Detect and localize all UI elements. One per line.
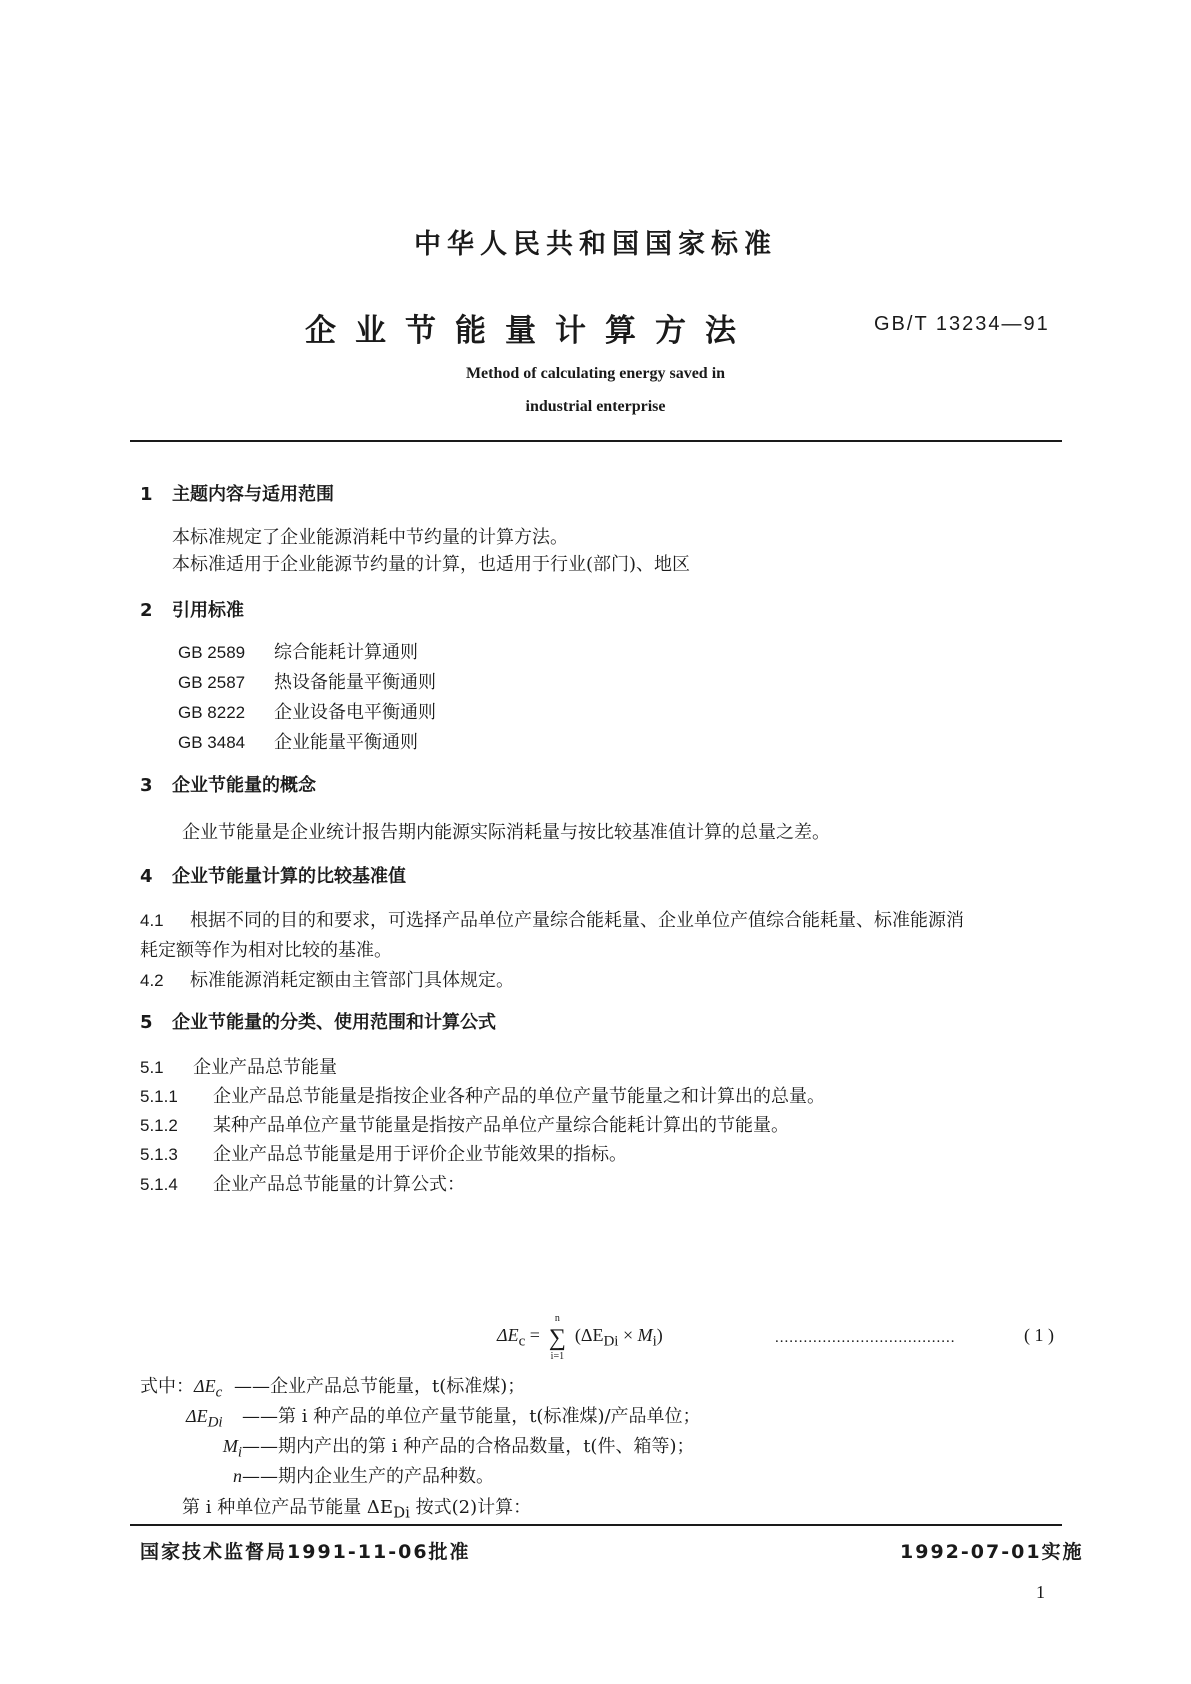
english-title-line-1: Method of calculating energy saved in xyxy=(465,365,726,382)
clause-text: 企业产品总节能量的计算公式： xyxy=(213,1174,465,1195)
section-3-heading xyxy=(140,771,316,797)
reference-title: 企业设备电平衡通则 xyxy=(274,702,436,723)
where-description: ——企业产品总节能量，t(标准煤)； xyxy=(234,1376,526,1397)
formula-leader-dots: ...................................... xyxy=(775,1330,956,1346)
reference-row xyxy=(178,698,436,724)
reference-code: GB 2589 xyxy=(178,643,246,662)
reference-title: 综合能耗计算通则 xyxy=(274,642,418,663)
section-number: 4 xyxy=(140,866,153,887)
reference-row xyxy=(178,728,418,754)
summation-lower-limit: i=1 xyxy=(550,1351,565,1362)
formula-lhs: ΔE xyxy=(497,1325,519,1345)
formula-close: ) xyxy=(656,1325,663,1345)
summation-upper-limit: n xyxy=(554,1313,560,1324)
formula-times: × xyxy=(618,1325,638,1345)
where-prefix: 式中： xyxy=(140,1376,194,1397)
clause-text: 某种产品单位产量节能量是指按产品单位产量综合能耗计算出的节能量。 xyxy=(213,1115,789,1136)
formula-term-subscript: Di xyxy=(603,1333,619,1350)
clause-text: 企业产品总节能量 xyxy=(193,1057,337,1078)
clause-4-1-continuation: 耗定额等作为相对比较的基准。 xyxy=(140,940,392,961)
reference-title: 企业能量平衡通则 xyxy=(274,732,418,753)
section-4-heading xyxy=(140,862,406,888)
reference-code: GB 2587 xyxy=(178,673,246,692)
formula-m-subscript: i xyxy=(652,1333,657,1350)
clause-4-1 xyxy=(140,906,964,932)
header-divider xyxy=(130,440,1062,442)
clause-row xyxy=(140,1053,337,1079)
where-description: ——期内企业生产的产品种数。 xyxy=(242,1466,494,1487)
section-2-heading xyxy=(140,596,244,622)
document-title: 企业节能量计算方法 xyxy=(305,313,755,349)
clause-text: 根据不同的目的和要求，可选择产品单位产量综合能耗量、企业单位产值综合能耗量、标准能源消 xyxy=(190,910,964,931)
clause-number: 5.1.1 xyxy=(140,1087,178,1106)
where-description: ——期内产出的第 i 种产品的合格品数量，t(件、箱等)； xyxy=(242,1436,695,1457)
section-1-paragraph-2: 本标准适用于企业能源节约量的计算，也适用于行业(部门)、地区 xyxy=(172,554,691,575)
clause-number: 5.1 xyxy=(140,1058,164,1077)
formula-lhs-subscript: c xyxy=(518,1333,526,1350)
section-title: 企业节能量的分类、使用范围和计算公式 xyxy=(172,1012,496,1033)
formula-equals: = xyxy=(529,1325,540,1345)
clause-4-2 xyxy=(140,966,514,992)
footer-divider xyxy=(130,1524,1062,1526)
reference-row xyxy=(178,638,418,664)
equation-number: ( 1 ) xyxy=(1024,1325,1054,1345)
standard-code: GB/T 13234—91 xyxy=(874,313,1050,335)
clause-number: 4.2 xyxy=(140,971,164,990)
page-number: 1 xyxy=(1036,1582,1045,1602)
section-3-paragraph: 企业节能量是企业统计报告期内能源实际消耗量与按比较基准值计算的总量之差。 xyxy=(182,822,830,843)
clause-number: 4.1 xyxy=(140,911,164,930)
section-1-heading xyxy=(140,480,334,506)
section-1-paragraph-1: 本标准规定了企业能源消耗中节约量的计算方法。 xyxy=(172,527,568,548)
clause-number: 5.1.3 xyxy=(140,1145,178,1164)
reference-row xyxy=(178,668,436,694)
approval-note: 国家技术监督局1991-11-06批准 xyxy=(140,1541,471,1563)
where-description: ——第 i 种产品的单位产量节能量，t(标准煤)/产品单位； xyxy=(242,1406,701,1427)
clause-row xyxy=(140,1111,789,1137)
section-title: 企业节能量计算的比较基准值 xyxy=(172,866,406,887)
clause-text: 企业产品总节能量是用于评价企业节能效果的指标。 xyxy=(213,1144,627,1165)
where-row xyxy=(186,1402,701,1432)
section-title: 引用标准 xyxy=(172,600,244,621)
section-number: 5 xyxy=(140,1012,153,1033)
section-number: 2 xyxy=(140,600,153,621)
clause-number: 5.1.2 xyxy=(140,1116,178,1135)
formula-term-open: (ΔE xyxy=(574,1325,604,1345)
clause-row xyxy=(140,1170,465,1196)
summation-sign: ∑ n i=1 xyxy=(544,1325,570,1352)
section-title: 企业节能量的概念 xyxy=(172,775,316,796)
clause-row xyxy=(140,1140,627,1166)
where-row xyxy=(186,1432,694,1462)
formula-1 xyxy=(497,1313,663,1362)
section-number: 1 xyxy=(140,484,153,505)
section-number: 3 xyxy=(140,775,153,796)
section-5-heading xyxy=(140,1008,496,1034)
section-title: 主题内容与适用范围 xyxy=(172,484,334,505)
where-symbol: $M_i$ xyxy=(222,1436,242,1461)
national-standard-label: 中华人民共和国国家标准 xyxy=(414,229,777,260)
clause-text: 企业产品总节能量是指按企业各种产品的单位产量节能量之和计算出的总量。 xyxy=(213,1086,825,1107)
reference-code: GB 3484 xyxy=(178,733,246,752)
clause-number: 5.1.4 xyxy=(140,1175,178,1194)
formula-2-intro: 第 i 种单位产品节能量 $\Delta E_{Di}$ 按式(2)计算： xyxy=(182,1497,532,1522)
formula-m: M xyxy=(637,1325,653,1345)
clause-text: 标准能源消耗定额由主管部门具体规定。 xyxy=(190,970,514,991)
reference-title: 热设备能量平衡通则 xyxy=(274,672,436,693)
clause-row xyxy=(140,1082,825,1108)
where-symbol: $\Delta E_c$ xyxy=(194,1376,223,1401)
where-symbol: n xyxy=(233,1466,242,1486)
reference-code: GB 8222 xyxy=(178,703,246,722)
where-symbol: $\Delta E_{Di}$ xyxy=(186,1406,223,1431)
implementation-date: 1992-07-01实施 xyxy=(900,1541,1084,1563)
where-row xyxy=(186,1462,494,1492)
where-row xyxy=(140,1372,525,1402)
english-title-line-2: industrial enterprise xyxy=(525,398,666,415)
